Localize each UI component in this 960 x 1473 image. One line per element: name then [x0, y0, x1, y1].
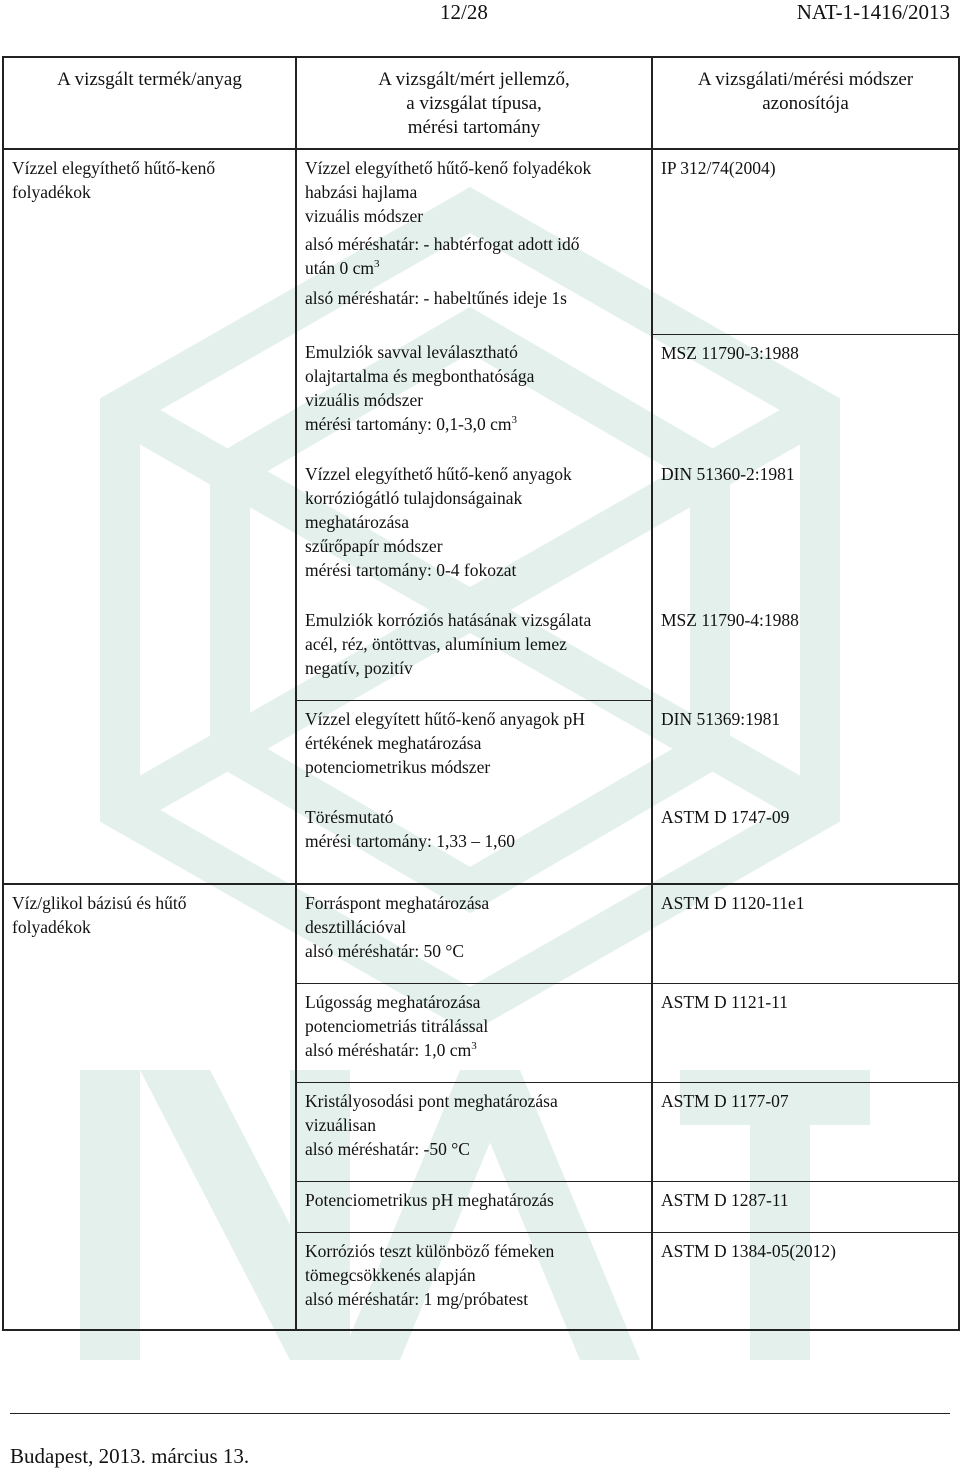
- characteristic-cell: Emulziók korróziós hatásának vizsgálata acél, réz, öntöttvas, alumínium lemez negatív, pozitív: [296, 602, 652, 701]
- characteristic-cell: Lúgosság meghatározása potenciometriás titrálással alsó méréshatár: 1,0 $cm^3$: [296, 984, 652, 1083]
- method-cell: MSZ 11790-4:1988: [652, 602, 959, 701]
- method-cell: DIN 51360-2:1981: [652, 456, 959, 602]
- table-row: [3, 149, 959, 334]
- method-cell: ASTM D 1120-11e1: [652, 884, 959, 984]
- characteristic-cell: Vízzel elegyített hűtő-kenő anyagok pH értékének meghatározása potenciometrikus módszer: [305, 709, 585, 777]
- product-cell: Víz/glikol bázisú és hűtő folyadékok: [3, 884, 296, 1330]
- footer-place-date: Budapest, 2013. március 13.: [10, 1444, 250, 1468]
- method-cell: ASTM D 1287-11: [652, 1182, 959, 1233]
- method-cell: ASTM D 1121-11: [652, 984, 959, 1083]
- method-cell: ASTM D 1747-09: [652, 799, 959, 884]
- characteristic-cell: Forráspont meghatározása desztillációval alsó méréshatár: 50 °C: [296, 884, 652, 984]
- method-cell: DIN 51369:1981: [652, 701, 959, 800]
- product-cell: Vízzel elegyíthető hűtő-kenő folyadékok: [3, 149, 296, 884]
- method-cell: IP 312/74(2004): [652, 149, 959, 334]
- characteristic-cell: Vízzel elegyíthető hűtő-kenő folyadékok habzási hajlama vizuális módszer alsó méréshatár: - habtérfogat adott idő után 0 $cm^3$ alsó méréshatár: - habeltűnés ideje 1s: [305, 158, 592, 308]
- table-row: [3, 884, 959, 984]
- method-cell: MSZ 11790-3:1988: [652, 334, 959, 456]
- document-id: NAT-1-1416/2013: [796, 0, 950, 24]
- characteristic-cell: Kristályosodási pont meghatározása vizuálisan alsó méréshatár: -50 °C: [296, 1083, 652, 1182]
- header-product: A vizsgált termék/anyag: [3, 57, 296, 149]
- header-characteristic: A vizsgált/mért jellemző, a vizsgálat típusa, mérési tartomány: [296, 57, 652, 149]
- header-method: A vizsgálati/mérési módszer azonosítója: [652, 57, 959, 149]
- method-cell: ASTM D 1177-07: [652, 1083, 959, 1182]
- characteristic-cell: Korróziós teszt különböző fémeken tömegcsökkenés alapján alsó méréshatár: 1 mg/próbatest: [296, 1233, 652, 1331]
- table-header-row: [3, 57, 959, 149]
- characteristic-cell: Potenciometrikus pH meghatározás: [296, 1182, 652, 1233]
- method-cell: ASTM D 1384-05(2012): [652, 1233, 959, 1331]
- characteristic-cell: Törésmutató mérési tartomány: 1,33 – 1,60: [296, 799, 652, 884]
- accreditation-table: [2, 56, 960, 1331]
- footer-divider: [10, 1413, 950, 1414]
- characteristic-cell: Vízzel elegyíthető hűtő-kenő anyagok korróziógátló tulajdonságainak meghatározása szűrőpapír módszer mérési tartomány: 0-4 fokozat: [305, 464, 572, 580]
- characteristic-cell: Emulziók savval leválasztható olajtartalma és megbonthatósága vizuális módszer mérési tartomány: 0,1-3,0 $cm^3$: [305, 342, 535, 434]
- page-number: 12/28: [440, 0, 488, 24]
